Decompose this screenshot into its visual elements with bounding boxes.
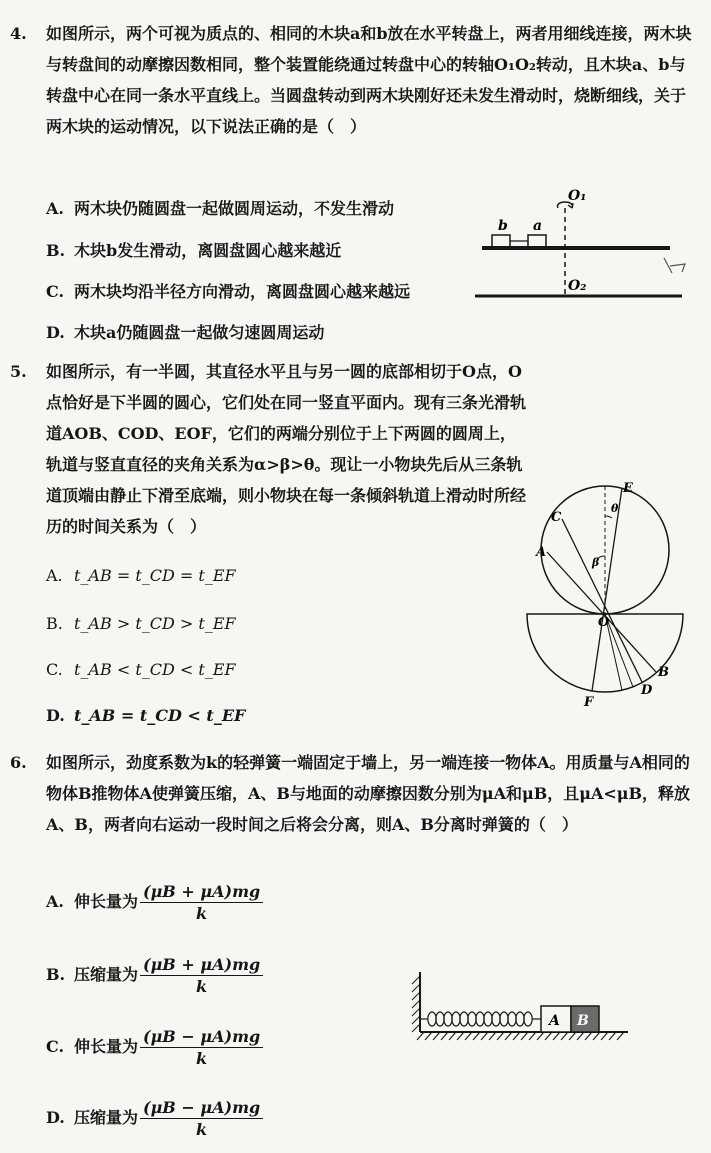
label-e: E xyxy=(623,481,633,496)
option-b[interactable]: B. 压缩量为 $\frac{(\mu B + \mu A)mg}{k}$ xyxy=(46,955,263,996)
option-c[interactable]: C. t_AB < t_CD < t_EF xyxy=(46,660,236,679)
question-4 xyxy=(10,18,700,142)
question-number: 4. xyxy=(10,24,27,43)
option-a[interactable]: A. t_AB = t_CD = t_EF xyxy=(46,566,236,585)
option-a[interactable]: A. 两木块仍随圆盘一起做圆周运动，不发生滑动 xyxy=(46,199,395,218)
option-d[interactable]: D. t_AB = t_CD < t_EF xyxy=(46,706,246,725)
option-d[interactable]: D. 压缩量为 $\frac{(\mu B - \mu A)mg}{k}$ xyxy=(46,1098,263,1139)
spring-figure xyxy=(404,966,634,1046)
label-b: b xyxy=(498,218,508,234)
question-6 xyxy=(10,747,700,840)
turntable-figure xyxy=(470,178,710,308)
option-a[interactable]: A. 伸长量为 $\frac{(\mu B + \mu A)mg}{k}$ xyxy=(46,882,263,923)
fraction: $\frac{(\mu B + \mu A)mg}{k}$ xyxy=(140,882,263,923)
question-stem: 如图所示，两个可视为质点的、相同的木块a和b放在水平转盘上，两者用细线连接，两木块与转盘间的动摩擦因数相同，整个装置能绕通过转盘中心的转轴O₁O₂转动，且木块a、b与转盘中心在同一条水平直线上。当圆盘转动到两木块刚好还未发生滑动时，烧断细线，关于两木块的运动情况，以下说法正确的是（ ） xyxy=(46,24,692,136)
block-a xyxy=(528,235,546,247)
question-stem: 如图所示，有一半圆，其直径水平且与另一圆的底部相切于O点，O点恰好是下半圆的圆心，它们处在同一竖直平面内。现有三条光滑轨道AOB、COD、EOF，它们的两端分别位于上下两圆的圆周上，轨道与竖直直径的夹角关系为α>β>θ。现让一小物块先后从三条轨道顶端由静止下滑至底端，则小物块在每一条倾斜轨道上滑动时所经历的时间关系为（ ） xyxy=(46,362,527,536)
question-number: 6. xyxy=(10,753,27,772)
label-beta: β xyxy=(592,556,600,569)
label-f: F xyxy=(584,695,594,710)
question-stem: 如图所示，劲度系数为k的轻弹簧一端固定于墙上，另一端连接一物体A。用质量与A相同的物体B推物体A使弹簧压缩，A、B与地面的动摩擦因数分别为μA和μB，且μA<μB，释放A、B，两者向右运动一段时间之后将会分离，则A、B分离时弹簧的（ ） xyxy=(46,753,691,834)
label-b: B xyxy=(577,1013,589,1029)
option-b[interactable]: B. t_AB > t_CD > t_EF xyxy=(46,614,236,633)
option-d[interactable]: D. 木块a仍随圆盘一起做匀速圆周运动 xyxy=(46,323,325,342)
label-o: O xyxy=(598,615,610,630)
circles-figure xyxy=(520,476,700,712)
option-b[interactable]: B. 木块b发生滑动，离圆盘圆心越来越近 xyxy=(46,241,342,260)
label-c: C xyxy=(551,510,562,525)
option-c[interactable]: C. 两木块均沿半径方向滑动，离圆盘圆心越来越远 xyxy=(46,282,411,301)
label-b: B xyxy=(658,665,669,680)
label-a: A xyxy=(549,1013,560,1029)
handwritten-mark xyxy=(664,258,685,273)
label-a: A xyxy=(536,545,547,560)
label-a: a xyxy=(533,218,543,234)
label-o2: O₂ xyxy=(568,278,587,294)
option-c[interactable]: C. 伸长量为 $\frac{(\mu B - \mu A)mg}{k}$ xyxy=(46,1027,263,1068)
fraction: $\frac{(\mu B - \mu A)mg}{k}$ xyxy=(140,1098,263,1139)
question-number: 5. xyxy=(10,362,27,381)
label-theta: θ xyxy=(611,502,619,515)
label-o1: O₁ xyxy=(568,188,587,204)
fraction: $\frac{(\mu B - \mu A)mg}{k}$ xyxy=(140,1027,263,1068)
fraction: $\frac{(\mu B + \mu A)mg}{k}$ xyxy=(140,955,263,996)
label-d: D xyxy=(641,683,653,698)
block-b xyxy=(492,235,510,247)
